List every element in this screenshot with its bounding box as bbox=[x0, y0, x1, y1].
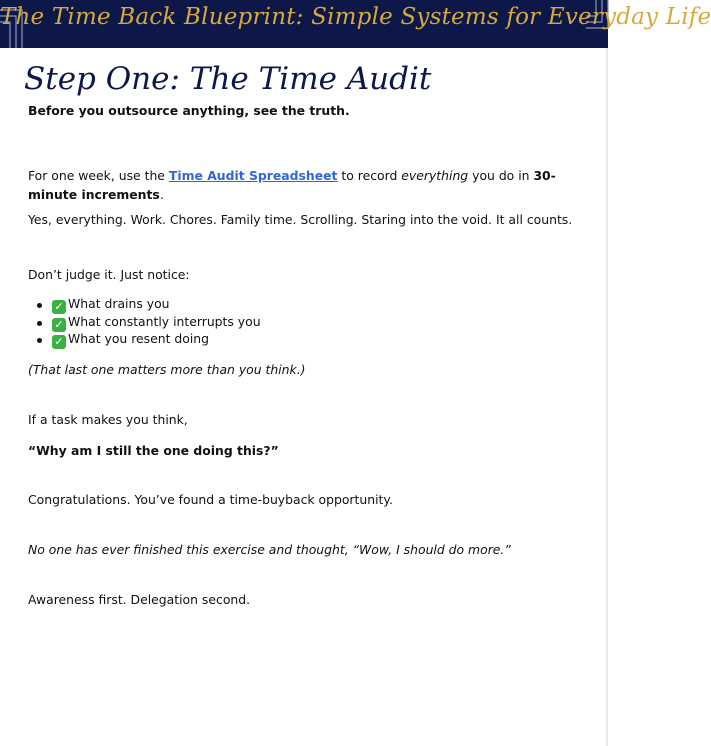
instructions-text-mid: to record bbox=[337, 168, 402, 183]
paragraph-instructions bbox=[28, 166, 573, 204]
instructions-bold: 30-minute increments bbox=[28, 168, 556, 202]
section-title: Step One: The Time Audit bbox=[24, 61, 432, 97]
list-item-text: What drains you bbox=[68, 296, 170, 311]
check-mark-icon: ✓ bbox=[52, 300, 66, 314]
instructions-emphasis: everything bbox=[401, 168, 469, 183]
paragraph-everything: Yes, everything. Work. Chores. Family time. Scrolling. Staring into the void. It all counts. bbox=[28, 212, 573, 227]
header-banner bbox=[0, 0, 711, 48]
list-item-text: What constantly interrupts you bbox=[68, 313, 261, 329]
paragraph-aside: (That last one matters more than you think.) bbox=[28, 362, 306, 377]
paragraph-dont-judge: Don’t judge it. Just notice: bbox=[28, 267, 190, 282]
check-mark-icon: ✓ bbox=[52, 335, 66, 349]
bullet-dot-icon bbox=[37, 303, 42, 308]
paragraph-congratulations: Congratulations. You’ve found a time-buyback opportunity. bbox=[28, 492, 393, 507]
paragraph-no-one: No one has ever finished this exercise and thought, “Wow, I should do more.” bbox=[28, 542, 511, 557]
check-mark-icon: ✓ bbox=[52, 318, 66, 332]
bullet-dot-icon bbox=[37, 321, 42, 326]
list-item bbox=[28, 313, 261, 331]
list-item bbox=[28, 295, 261, 313]
notice-list bbox=[28, 295, 261, 348]
paragraph-quote: “Why am I still the one doing this?” bbox=[28, 443, 279, 458]
list-item-text: What you resent doing bbox=[68, 331, 209, 346]
list-item bbox=[28, 330, 261, 348]
instructions-text-start: For one week, use the bbox=[28, 168, 169, 183]
paragraph-if-task: If a task makes you think, bbox=[28, 412, 188, 427]
instructions-text-mid2: you do in bbox=[468, 168, 534, 183]
banner-title: The Time Back Blueprint: Simple Systems for Everyday Life bbox=[0, 4, 711, 30]
time-audit-spreadsheet-link[interactable]: Time Audit Spreadsheet bbox=[168, 168, 338, 183]
instructions-text-end: . bbox=[159, 187, 164, 202]
paragraph-awareness: Awareness first. Delegation second. bbox=[28, 592, 251, 607]
section-subtitle: Before you outsource anything, see the truth. bbox=[28, 103, 350, 118]
bullet-dot-icon bbox=[37, 338, 42, 343]
